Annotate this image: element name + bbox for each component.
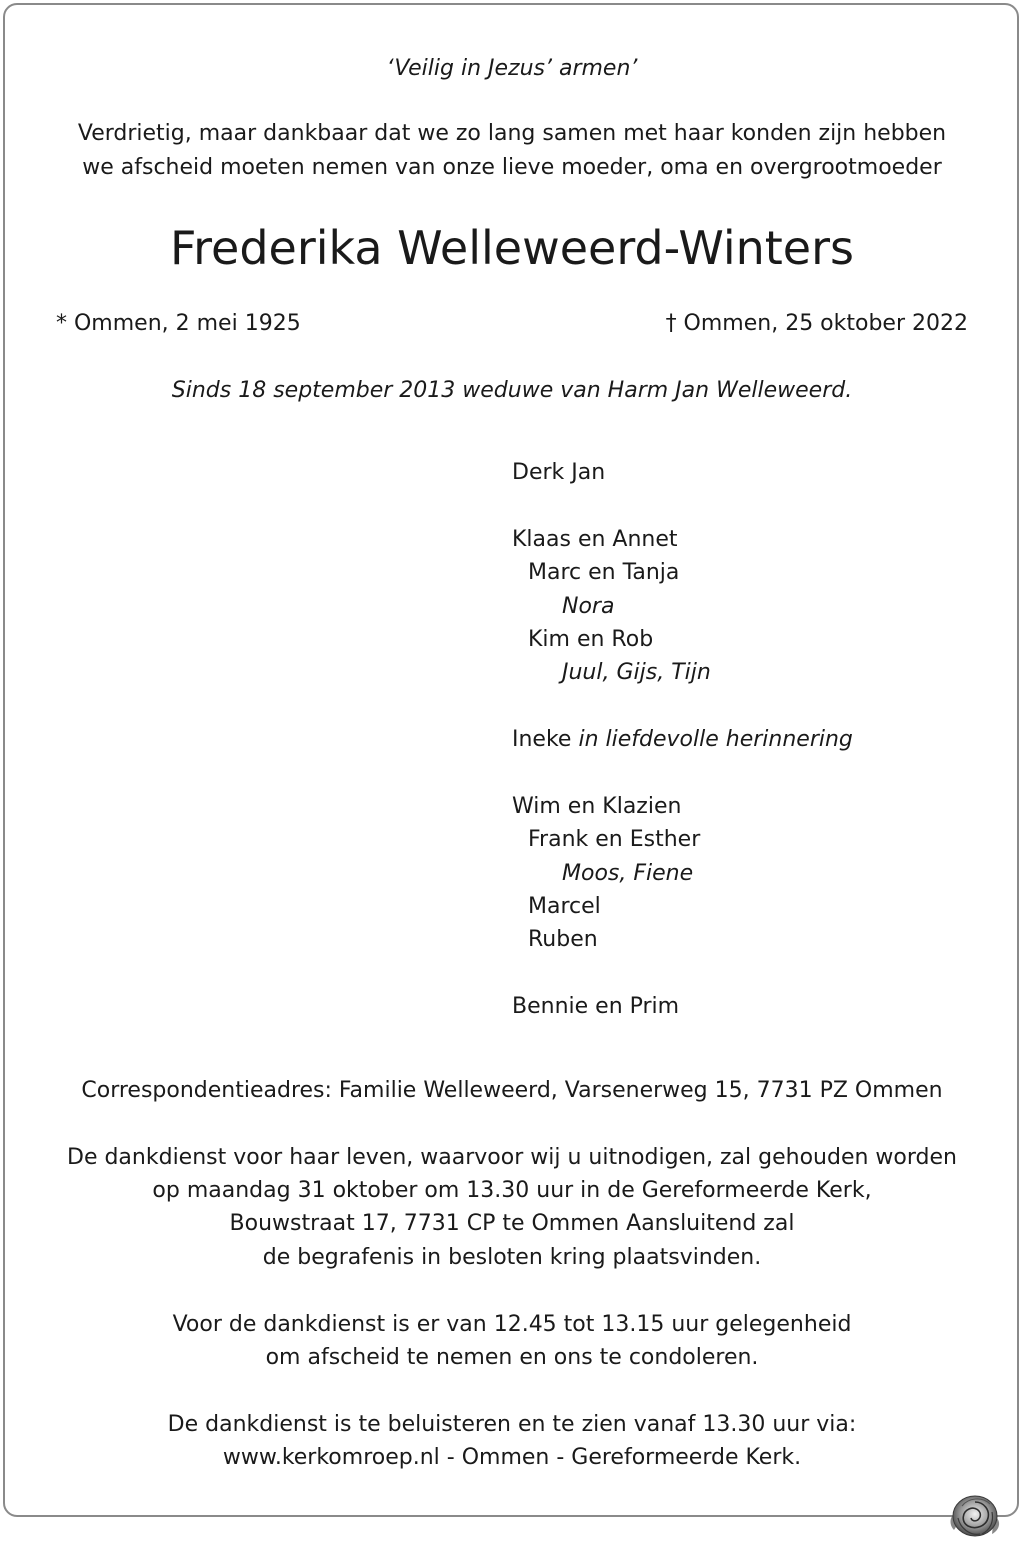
family-member: Kim en Rob	[528, 626, 654, 652]
family-member: Nora	[562, 593, 615, 619]
family-list	[512, 456, 853, 1024]
intro-line-1: Verdrietig, maar dankbaar dat we zo lang samen met haar konden zijn hebben	[77, 121, 947, 146]
service-line-1: De dankdienst voor haar leven, waarvoor wij u uitnodigen, zal gehouden worden	[67, 1145, 957, 1170]
intro-line-2: we afscheid moeten nemen van onze lieve moeder, oma en overgrootmoeder	[82, 155, 942, 180]
service-line-4: de begrafenis in besloten kring plaatsvinden.	[262, 1245, 762, 1270]
death-line: † Ommen, 25 oktober 2022	[665, 311, 968, 336]
rose-icon	[944, 1484, 1006, 1546]
motto: ‘Veilig in Jezus’ armen’	[386, 56, 638, 81]
family-member: Klaas en Annet	[512, 526, 678, 552]
correspondence-address: Correspondentieadres: Familie Welleweerd, Varsenerweg 15, 7731 PZ Ommen	[81, 1078, 943, 1103]
condolence-line-2: om afscheid te nemen en ons te condoleren.	[265, 1345, 759, 1370]
family-member-name: Ineke	[512, 727, 572, 753]
family-member: Frank en Esther	[528, 827, 701, 853]
condolence-line-1: Voor de dankdienst is er van 12.45 tot 13.15 uur gelegenheid	[172, 1312, 852, 1337]
widow-line: Sinds 18 september 2013 weduwe van Harm Jan Welleweerd.	[171, 378, 853, 403]
family-member: Ruben	[528, 927, 598, 953]
service-line-2: op maandag 31 oktober om 13.30 uur in de Gereformeerde Kerk,	[152, 1178, 872, 1203]
family-member: Juul, Gijs, Tijn	[562, 660, 711, 686]
family-member: Derk Jan	[512, 460, 606, 485]
service-line-3: Bouwstraat 17, 7731 CP te Ommen Aansluitend zal	[229, 1211, 795, 1236]
family-member: Marc en Tanja	[528, 560, 680, 586]
family-member: Wim en Klazien	[512, 793, 682, 819]
stream-line-1: De dankdienst is te beluisteren en te zien vanaf 13.30 uur via:	[167, 1412, 857, 1437]
deceased-name: Frederika Welleweerd-Winters	[170, 221, 854, 275]
remembrance-note: in liefdevolle herinnering	[578, 727, 853, 753]
stream-line-2: www.kerkomroep.nl - Ommen - Gereformeerde Kerk.	[222, 1445, 802, 1470]
family-member: Bennie en Prim	[512, 994, 680, 1020]
family-member-ineke	[512, 723, 853, 756]
family-member: Marcel	[528, 894, 601, 920]
birth-line: * Ommen, 2 mei 1925	[56, 311, 301, 336]
family-member: Moos, Fiene	[562, 860, 694, 886]
